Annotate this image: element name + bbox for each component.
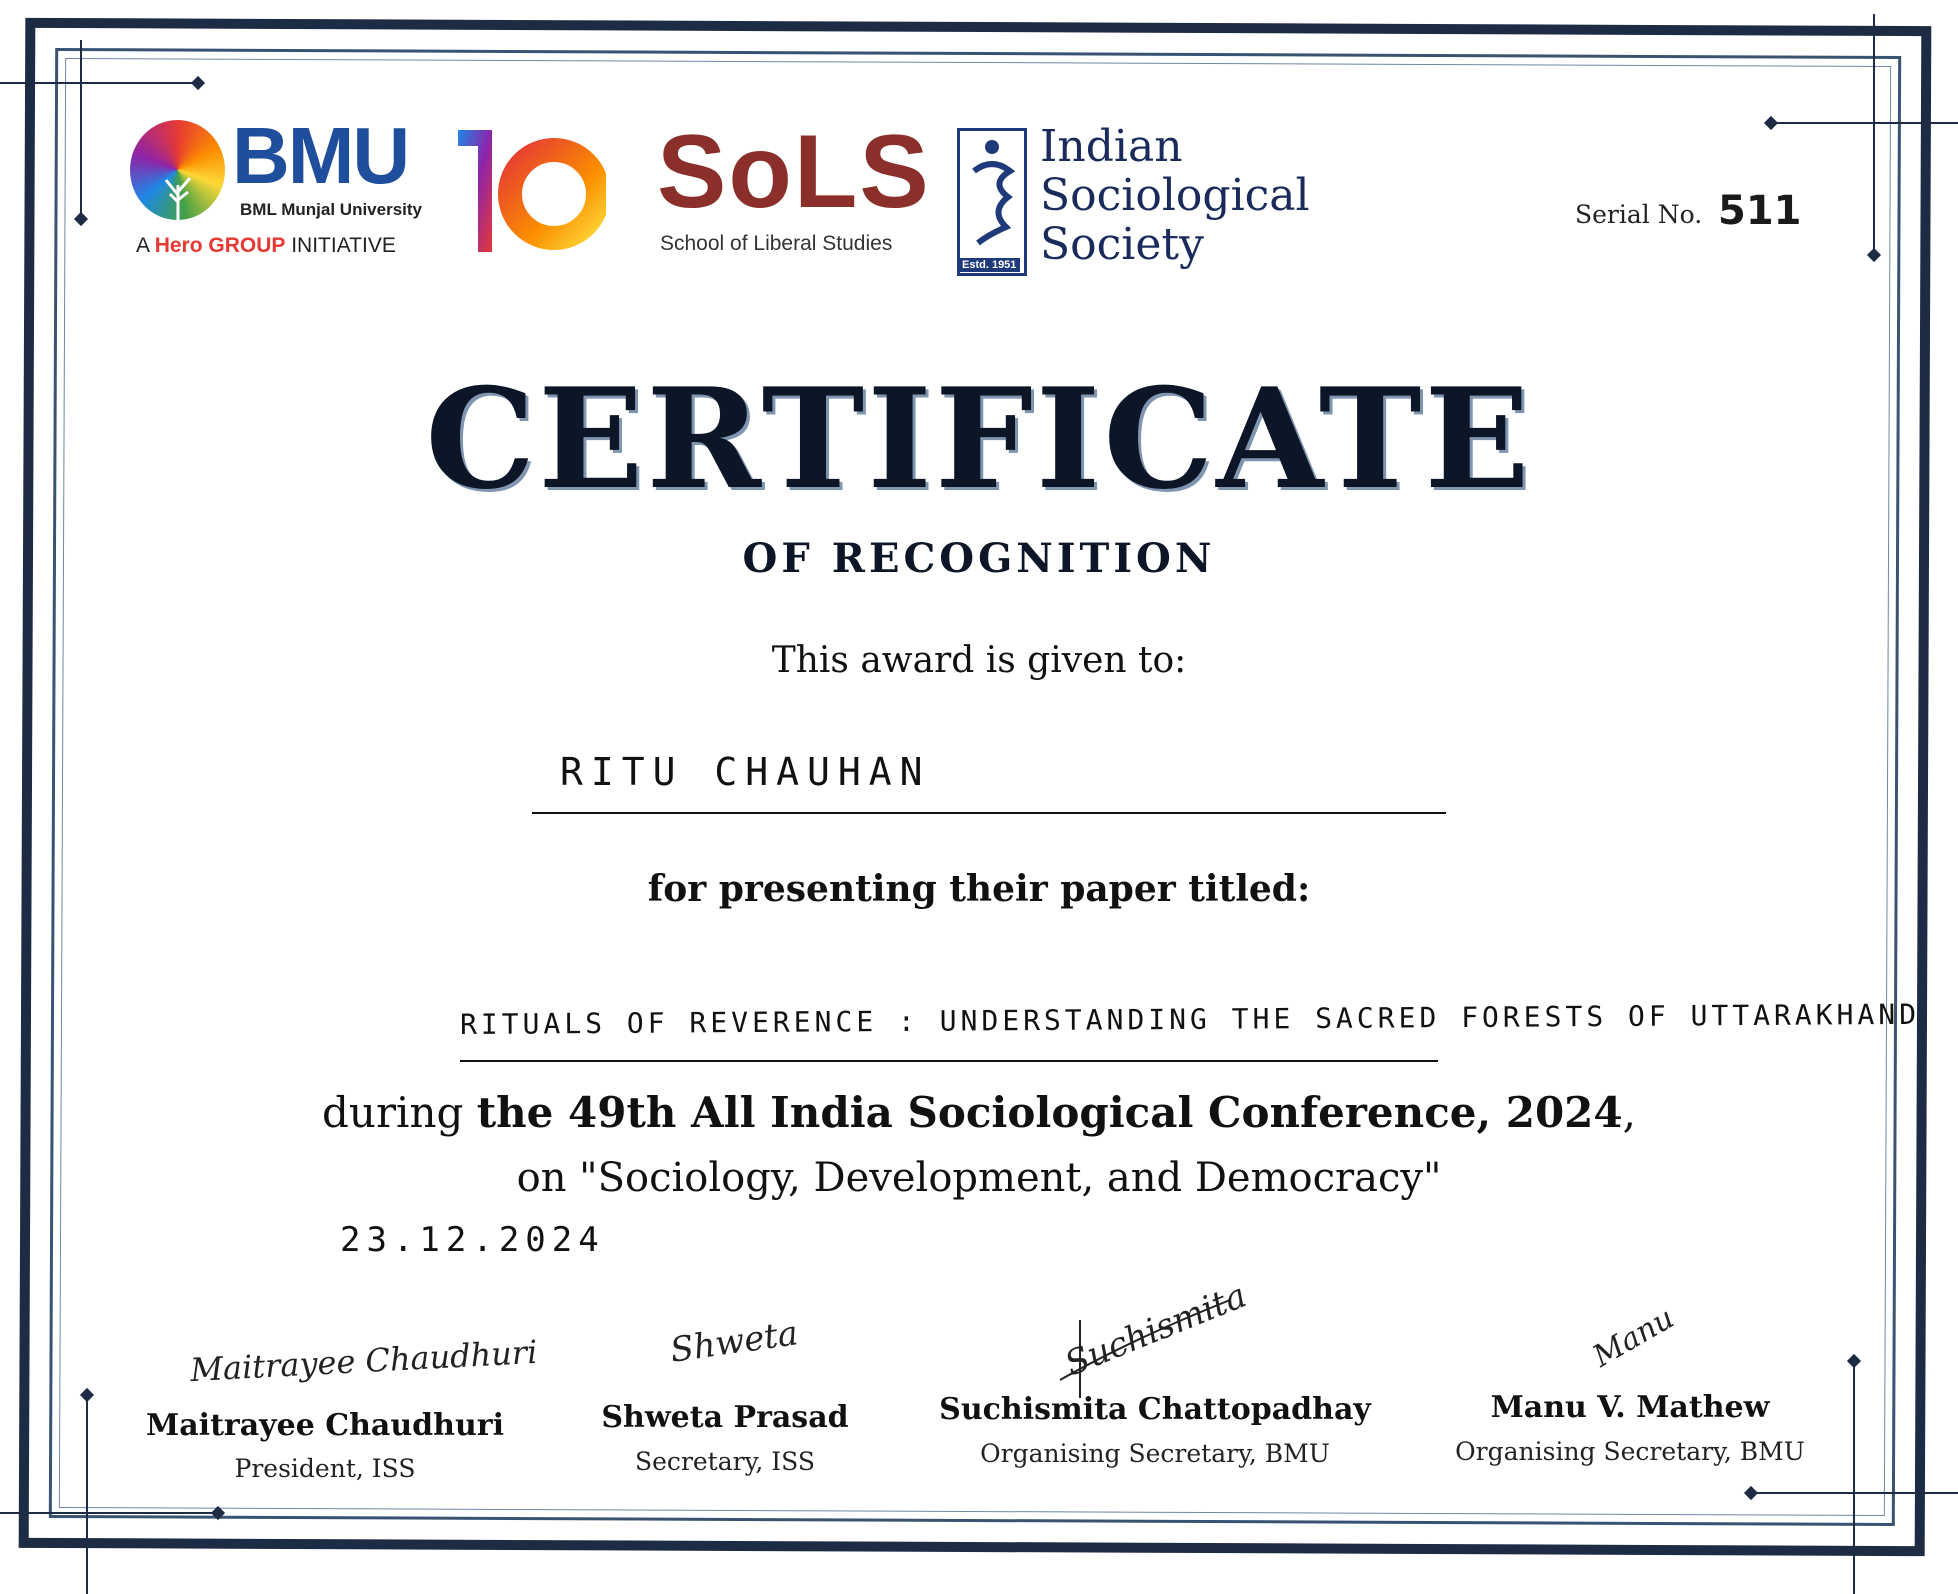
- signatory-role-1: President, ISS: [234, 1454, 416, 1483]
- signatory-role-4: Organising Secretary, BMU: [1455, 1437, 1805, 1466]
- during-prefix: during: [322, 1088, 477, 1137]
- recipient-underline: [532, 812, 1446, 814]
- recipient-name: RITU CHAUHAN: [560, 750, 931, 794]
- hero-suffix: INITIATIVE: [285, 234, 396, 257]
- signature-4: Manu: [1587, 1300, 1681, 1375]
- signature-3: Suchismita: [1059, 1275, 1253, 1385]
- ornament-line: [0, 82, 200, 84]
- inner-border-thin: [59, 58, 1891, 1516]
- certificate-date: 23.12.2024: [340, 1220, 605, 1260]
- serial-label: Serial No.: [1575, 200, 1703, 229]
- ornament-line: [80, 40, 82, 220]
- serial-number: 511: [1718, 188, 1802, 234]
- signatory-name-4: Manu V. Mathew: [1490, 1390, 1770, 1425]
- signatory-name-3: Suchismita Chattopadhay: [939, 1392, 1371, 1427]
- ornament-line: [1853, 1360, 1855, 1594]
- hero-prefix: A: [136, 234, 155, 257]
- hero-initiative: [136, 234, 396, 258]
- signatory-name-2: Shweta Prasad: [601, 1400, 849, 1435]
- bmu-logo-text: BMU: [232, 111, 409, 200]
- signature-2: Shweta: [667, 1313, 801, 1371]
- signatory-role-3: Organising Secretary, BMU: [980, 1439, 1330, 1468]
- conference-line: [0, 1088, 1958, 1137]
- paper-underline: [460, 1060, 1438, 1062]
- iss-line-3: Society: [1040, 219, 1204, 270]
- iss-name: [1040, 122, 1310, 269]
- ten-years-logo: [456, 128, 606, 254]
- signature-3-stroke: [1050, 1280, 1240, 1400]
- iss-line-2: Sociological: [1040, 170, 1310, 221]
- iss-estd: Estd. 1951: [958, 258, 1020, 272]
- ornament-line: [1873, 14, 1875, 254]
- iss-emblem-icon: [957, 128, 1027, 276]
- conference-theme: on "Sociology, Development, and Democracy": [516, 1155, 1442, 1201]
- sols-logo-text: SoLS: [657, 114, 931, 230]
- ornament-line: [1770, 122, 1958, 124]
- given-text: This award is given to:: [771, 640, 1187, 681]
- certificate-title: CERTIFICATE: [425, 357, 1533, 520]
- tree-icon: [148, 150, 208, 220]
- certificate-subtitle: OF RECOGNITION: [742, 535, 1216, 582]
- sols-full-name: School of Liberal Studies: [660, 232, 893, 255]
- paper-title: RITUALS OF REVERENCE : UNDERSTANDING THE SACRED FORESTS OF UTTARAKHAND: [459, 997, 1921, 1041]
- ornament-line: [0, 1512, 220, 1514]
- signatory-name-1: Maitrayee Chaudhuri: [146, 1408, 504, 1443]
- hero-brand: Hero GROUP: [154, 234, 286, 257]
- iss-figure-icon: [960, 131, 1024, 251]
- signatory-role-2: Secretary, ISS: [635, 1447, 815, 1476]
- signature-1: Maitrayee Chaudhuri: [189, 1332, 539, 1390]
- iss-line-1: Indian: [1040, 121, 1183, 172]
- during-suffix: ,: [1622, 1088, 1636, 1137]
- ornament-line: [86, 1395, 88, 1594]
- bmu-full-name: BML Munjal University: [240, 200, 422, 219]
- conference-name: the 49th All India Sociological Conference, 2024: [476, 1088, 1623, 1137]
- presenting-text: for presenting their paper titled:: [647, 868, 1311, 910]
